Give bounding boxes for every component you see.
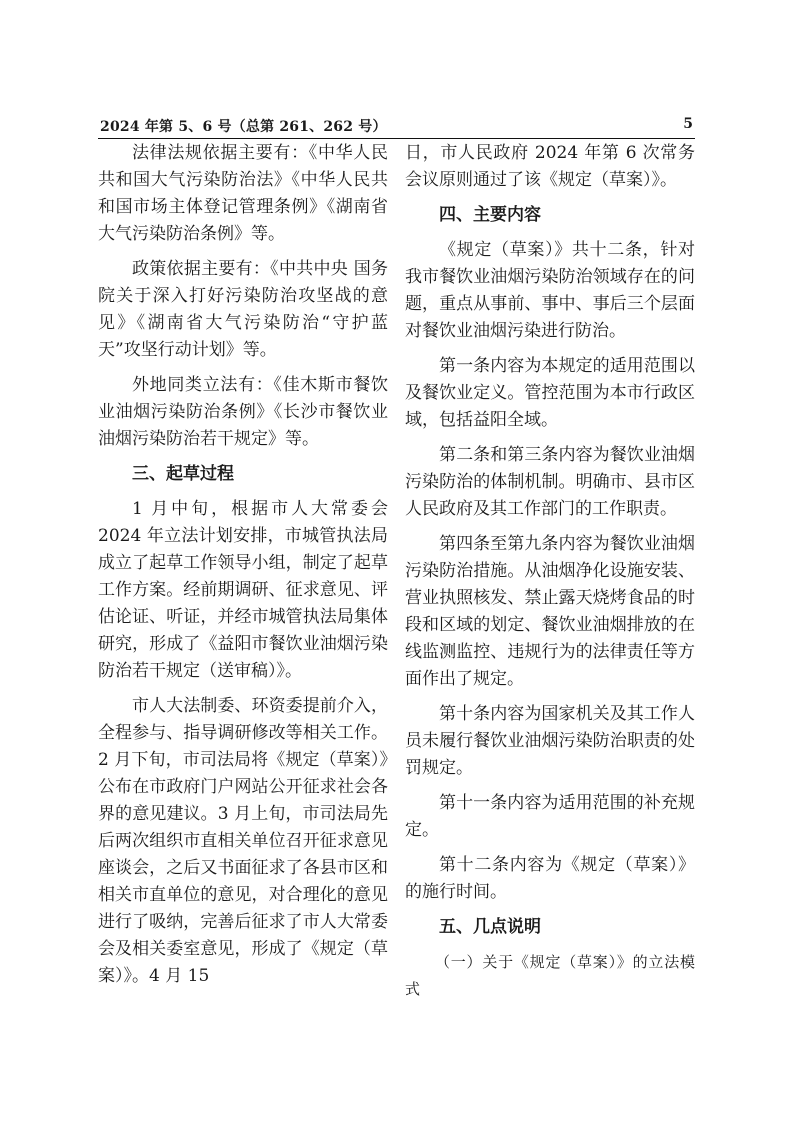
right-column xyxy=(405,140,695,1011)
paragraph-similar-legislation: 外地同类立法有：《佳木斯市餐饮业油烟污染防治条例》《长沙市餐饮业油烟污染防治若干规定》等。 xyxy=(98,375,388,449)
paragraph-article-12: 第十二条内容为《规定（草案）》的施行时间。 xyxy=(405,855,695,902)
subheading-legislative-mode: （一）关于《规定（草案）》的立法模式 xyxy=(405,953,695,998)
paragraph-policy-basis: 政策依据主要有：《中共中央 国务院关于深入打好污染防治攻坚战的意见》《湖南省大气污染防治“守护蓝天”攻坚行动计划》等。 xyxy=(98,259,388,360)
page-header xyxy=(98,114,695,139)
paragraph-article-11: 第十一条内容为适用范围的补充规定。 xyxy=(405,793,695,840)
page-number: 5 xyxy=(683,116,693,132)
section-heading-main-content: 四、主要内容 xyxy=(439,205,541,225)
section-heading-drafting: 三、起草过程 xyxy=(132,464,234,484)
paragraph-drafting-1: 1 月中旬，根据市人大常委会 2024 年立法计划安排，市城管执法局成立了起草工作领导小组，制定了起草工作方案。经前期调研、征求意见、评估论证、听证，并经市城管执法局集体研究，形成了《益阳市餐饮业油烟污染防治若干规定（送审稿）》。 xyxy=(98,499,388,681)
paragraph-article-1: 第一条内容为本规定的适用范围以及餐饮业定义。管控范围为本市行政区域，包括益阳全域。 xyxy=(405,356,695,430)
section-heading-notes: 五、几点说明 xyxy=(439,917,541,937)
left-column xyxy=(98,140,388,998)
issue-label: 2024 年第 5、6 号（总第 261、262 号） xyxy=(100,119,387,135)
paragraph-articles-4-9: 第四条至第九条内容为餐饮业油烟污染防治措施。从油烟净化设施安装、营业执照核发、禁止露天烧烤食品的时段和区域的划定、餐饮业油烟排放的在线监测监控、违规行为的法律责任等方面作出了规定。 xyxy=(405,534,695,689)
paragraph-drafting-continued: 日，市人民政府 2024 年第 6 次常务会议原则通过了该《规定（草案）》。 xyxy=(405,143,695,190)
paragraph-drafting-2: 市人大法制委、环资委提前介入，全程参与、指导调研修改等相关工作。2 月下旬，市司法局将《规定（草案）》公布在市政府门户网站公开征求社会各界的意见建议。3 月上旬，市司法局先后两次组织市直相关单位召开征求意见座谈会，之后又书面征求了各县市区和相关市直单位的意见，对合理化的意见进行了吸纳，完善后征求了市人大常委会及相关委室意见，形成了《规定（草案）》。4 月 15 xyxy=(98,696,388,986)
paragraph-articles-2-3: 第二条和第三条内容为餐饮业油烟污染防治的体制机制。明确市、县市区人民政府及其工作部门的工作职责。 xyxy=(405,445,695,519)
paragraph-legal-basis: 法律法规依据主要有：《中华人民共和国大气污染防治法》《中华人民共和国市场主体登记管理条例》《湖南省大气污染防治条例》等。 xyxy=(98,143,388,244)
paragraph-overview: 《规定（草案）》共十二条，针对我市餐饮业油烟污染防治领域存在的问题，重点从事前、事中、事后三个层面对餐饮业油烟污染进行防治。 xyxy=(405,240,695,341)
paragraph-article-10: 第十条内容为国家机关及其工作人员未履行餐饮业油烟污染防治职责的处罚规定。 xyxy=(405,704,695,778)
